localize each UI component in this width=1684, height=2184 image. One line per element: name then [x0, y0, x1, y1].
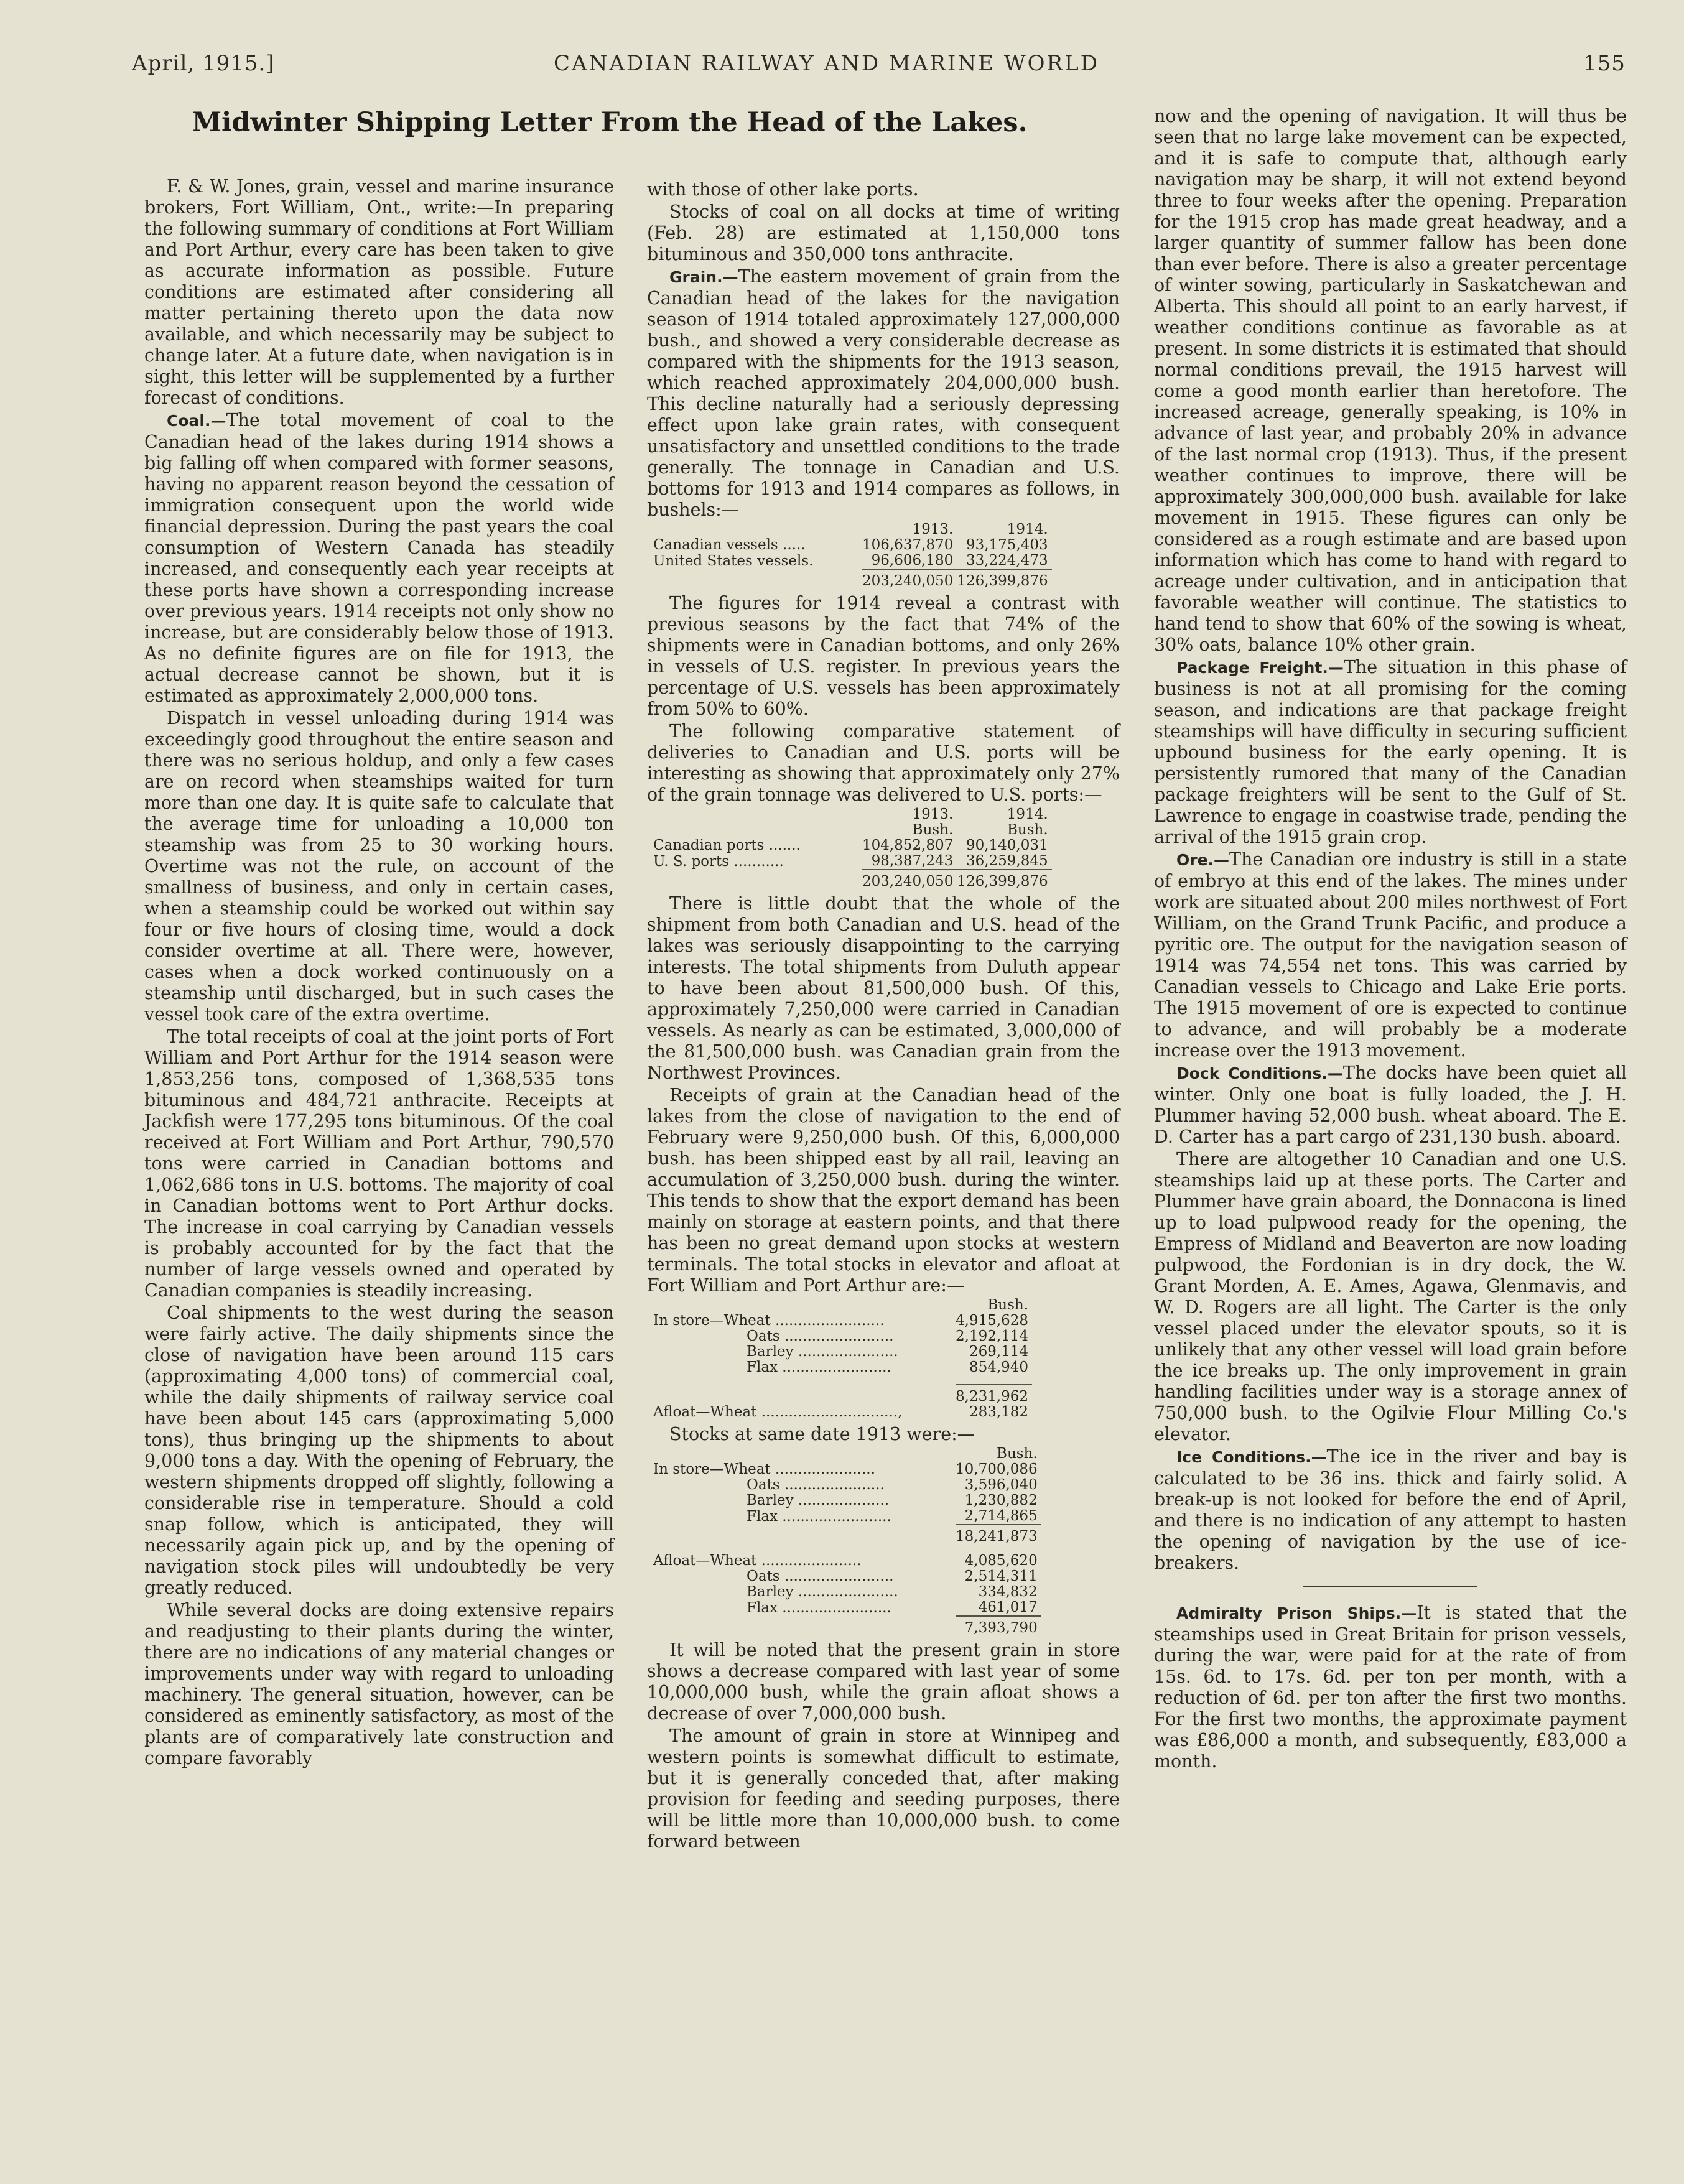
tonnage-table [653, 522, 1052, 589]
grain-heading: Grain.— [669, 268, 738, 286]
table-row: In store—Wheat ........................ 4,915,628 [653, 1313, 1029, 1329]
journal-title: CANADIAN RAILWAY AND MARINE WORLD [554, 51, 1099, 76]
table-row: Oats ........................ 2,192,114 [747, 1328, 1029, 1344]
intro-paragraph: F. & W. Jones, grain, vessel and marine insurance brokers, Fort William, Ont., write:—In preparing the following summary of conditions at Fort William and Port Arthur, every care has been taken to give as accurate information as possible. Future conditions are estimated after considering all matter pertaining thereto upon the data now available, and which necessarily may be subject to change later. At a future date, when navigation is in sight, this letter will be supplemented by a further forecast of conditions. [144, 176, 614, 408]
table-total-row: 203,240,050 126,399,876 [653, 870, 1052, 890]
grain-paragraph-4: There is little doubt that the whole of the shipment from both Canadian and U.S. head of the lakes was seriously disappointing to the carrying interests. The total shipments from Duluth appear to have been about 81,500,000 bush. Of this, approximately 7,250,000 were carried in Canadian vessels. As nearly as can be estimated, 3,000,000 of the 81,500,000 bush. was Canadian grain from the Northwest Provinces. [647, 893, 1120, 1083]
coal-heading: Coal.— [167, 412, 226, 430]
column-3-continuation: now and the opening of navigation. It will thus be seen that no large lake movement can be expected, and it is safe to compute that, although early navigation may be sharp, it will not extend beyond three to four weeks after the opening. Preparation for the 1915 crop has made great headway, and a larger quantity of summer fallow has been done than ever before. There is also a greater percentage of winter sowing, particularly in Saskatchewan and Alberta. This should all point to an early harvest, if weather conditions continue as favorable as at present. In some districts it is estimated that should normal conditions prevail, the 1915 harvest will come a good month earlier than heretofore. The increased acreage, generally speaking, is 10% in advance of last year, and probably 20% in advance of the last normal crop (1913). Thus, if the present weather continues to improve, there will be approximately 300,000,000 bush. available for lake movement in 1915. These figures can only be considered as a rough estimate and are based upon information which has come to hand with regard to acreage under cultivation, and in anticipation that favorable weather will continue. The statistics to hand tend to show that 60% of the sowing is wheat, 30% oats, balance 10% other grain. [1154, 106, 1627, 655]
table-row: Canadian ports ....... 104,852,807 90,140,031 [653, 837, 1048, 853]
coal-text-1: The total movement of coal to the Canadian head of the lakes during 1914 shows a big falling off when compared with former seasons, having no apparent reason beyond the cessation of immigration consequent upon the world wide financial depression. During the past years the coal consumption of Western Canada has steadily increased, and consequently each year receipts at these ports have shown a corresponding increase over previous years. 1914 receipts not only show no increase, but are considerably below those of 1913. As no definite figures are on file for 1913, the actual decrease cannot be shown, but it is estimated as approximately 2,000,000 tons. [144, 410, 614, 706]
table-row: Oats ...................... 3,596,040 [747, 1477, 1038, 1493]
table-row: United States vessels. 96,606,180 33,224,473 [653, 552, 1048, 569]
table-row: Flax ........................ 461,017 [747, 1599, 1038, 1616]
table-row: Afloat—Wheat ...................... 4,085,620 [653, 1553, 1038, 1569]
table-row: Oats ........................ 2,514,311 [747, 1568, 1038, 1584]
page-number: 155 [1583, 51, 1626, 76]
ore-heading: Ore.— [1176, 851, 1230, 869]
grain-paragraph-3: The following comparative statement of deliveries to Canadian and U.S. ports will be interesting as showing that approximately only 27% of the grain tonnage was delivered to U.S. ports:— [647, 721, 1120, 805]
grain-paragraph-6: It will be noted that the present grain in store shows a decrease compared with last year of some 10,000,000 bush, while the grain afloat shows a decrease of over 7,000,000 bush. [647, 1640, 1120, 1724]
table-header-row: 1913. 1914. [912, 806, 1048, 822]
grain-text-1: The eastern movement of grain from the Canadian head of the lakes for the navigation season of 1914 totaled approximately 127,000,000 bush., and showed a very considerable decrease as compared with the shipments for the 1913 season, which reached approximately 204,000,000 bush. This decline naturally had a seriously depressing effect upon lake grain rates, with consequent unsatisfactory and unsettled conditions to the trade generally. The tonnage in Canadian and U.S. bottoms for 1913 and 1914 compares as follows, in bushels:— [647, 266, 1120, 520]
column-3 [1154, 106, 1627, 1773]
table-subheader-row: Bush. Bush. [912, 822, 1048, 838]
ice-conditions-heading: Ice Conditions.— [1176, 1448, 1327, 1466]
dock-conditions-paragraph-2: There are altogether 10 Canadian and one U.S. steamships laid up at these ports. The Carter and Plummer have grain aboard, the Donnacona is lined up to load pulpwood ready for the opening, the Empress of Midland and Beaverton are now loading pulpwood, the Fordonian is in dry dock, the W. Grant Morden, A. E. Ames, Agawa, Glenmavis, and W. D. Rogers are all light. The Carter is the only vessel placed under the elevator spouts, so it is unlikely that any other vessel will load grain before the ice breaks up. The only improvement in grain handling facilities under way is a storage annex of 750,000 bush. to the Ogilvie Flour Milling Co.'s elevator. [1154, 1149, 1627, 1444]
table-row: Flax ........................ 854,940 [747, 1359, 1029, 1375]
deliveries-table [653, 807, 1052, 890]
section-divider [1303, 1586, 1477, 1587]
grain-paragraph-5: Receipts of grain at the Canadian head of the lakes from the close of navigation to the end of February were 9,250,000 bush. Of this, 6,000,000 bush. has been shipped east by all rail, leaving an accumulation of 3,250,000 bush. during the winter. This tends to show that the export demand has been mainly on storage at eastern points, and that there has been no great demand upon stocks at western terminals. The total stocks in elevator and afloat at Fort William and Port Arthur are:— [647, 1085, 1120, 1296]
table-total-row: 8,231,962 [653, 1385, 1032, 1405]
stocks-1915-table: Bush. In store—Wheat ........................ 4,915,628 Oats ........................ 2,192,114 Barley ...................... 269,114 Flax ........................ 854,940 8,231,962 Afloat—Wheat .............................., 283,182 [653, 1298, 1032, 1420]
column-2 [647, 179, 1120, 1854]
column-1 [144, 176, 614, 1770]
coal-paragraph-3: The total receipts of coal at the joint ports of Fort William and Port Arthur for the 1914 season were 1,853,256 tons, composed of 1,368,535 tons bituminous and 484,721 anthracite. Receipts at Jackfish were 177,295 tons bituminous. Of the coal received at Fort William and Port Arthur, 790,570 tons were carried in Canadian bottoms and 1,062,686 tons in U.S. bottoms. The majority of coal in Canadian bottoms went to Port Arthur docks. The increase in coal carrying by Canadian vessels is probably accounted for by the fact that the number of large vessels owned and operated by Canadian companies is steadily increasing. [144, 1026, 614, 1301]
article-title: Midwinter Shipping Letter From the Head of the Lakes. [192, 107, 1028, 138]
stocks-1913-intro: Stocks at same date 1913 were:— [669, 1424, 975, 1444]
coal-paragraph-4: Coal shipments to the west during the season were fairly active. The daily shipments since the close of navigation have been around 115 cars (approximating 4,000 tons) of commercial coal, while the daily shipments of railway service coal have been about 145 cars (approximating 5,000 tons), thus bringing up the shipments to about 9,000 tons a day. With the opening of February, the western shipments dropped off slightly, following a considerable rise in temperature. Should a cold snap follow, which is anticipated, they will necessarily again pick up, and by the opening of navigation stock piles will undoubtedly be very greatly reduced. [144, 1303, 614, 1598]
table-row: In store—Wheat ...................... 10,700,086 [653, 1461, 1038, 1477]
grain-paragraph-7: The amount of grain in store at Winnipeg and western points is somewhat difficult to estimate, but it is generally conceded that, after making provision for feeding and seeding purposes, there will be little more than 10,000,000 bush. to come forward between [647, 1726, 1120, 1852]
dock-conditions-paragraph-1: Dock Conditions.—The docks have been quiet all winter. Only one boat is fully loaded, the J. H. Plummer having 52,000 bush. wheat aboard. The E. D. Carter has a part cargo of 231,130 bush. aboard. [1154, 1062, 1627, 1147]
header-1913: 1913. [912, 521, 954, 537]
coal-paragraph-2: Dispatch in vessel unloading during 1914 was exceedingly good throughout the entire season and there was no serious holdup, and only a few cases are on record when steamships waited for turn more than one day. It is quite safe to calculate that the average time for unloading a 10,000 ton steamship was from 25 to 30 working hours. Overtime was not the rule, on account of the smallness of business, and only in certain cases, when a steamship could be worked out within say four or five hours of closing time, would a dock consider overtime at all. There were, however, cases when a dock worked continuously on a steamship until discharged, but in such cases the vessel took care of the extra overtime. [144, 708, 614, 1025]
grain-paragraph-2: The figures for 1914 reveal a contrast with previous seasons by the fact that 74% of the shipments were in Canadian bottoms, and only 26% in vessels of U.S. register. In previous years the percentage of U.S. vessels has been approximately from 50% to 60%. [647, 593, 1120, 719]
table-row: Canadian vessels ..... 106,637,870 93,175,403 [653, 537, 1048, 553]
table-header-row [653, 522, 1052, 537]
table-row: Barley .................... 1,230,882 [747, 1492, 1038, 1508]
admiralty-prison-ships-paragraph: Admiralty Prison Ships.—It is stated that the steamships used in Great Britain for prison vessels, during the war, were paid for at the rate of from 15s. 6d. to 17s. 6d. per ton per month, with a reduction of 6d. per ton after the first two months. For the first two months, the approximate payment was £86,000 a month, and subsequently, £83,000 a month. [1154, 1602, 1627, 1772]
package-freight-paragraph: Package Freight.—The situation in this phase of business is not at all promising for the coming season, and indications are that package freight steamships will have difficulty in securing sufficient upbound business for the early opening. It is persistently rumored that many of the Canadian package freighters will be sent to the Gulf of St. Lawrence to engage in coastwise trade, pending the arrival of the 1915 grain crop. [1154, 657, 1627, 847]
table-row: Flax ........................ 2,714,865 [747, 1508, 1038, 1525]
table-row: Barley ...................... 269,114 [747, 1344, 1029, 1360]
column-2-continuation: with those of other lake ports. [647, 179, 919, 200]
stocks-1913-table: Bush. In store—Wheat ...................... 10,700,086 Oats ...................... 3,596,040 Barley .................... 1,230,882 Flax ........................ 2,714,865 18,241,873 Afloat—Wheat ...................... 4,085,620 Oats ........................ 2,514,311 Barley ...................... 334,832 Flax ........................ 461,017 7,393,790 [653, 1446, 1041, 1636]
admiralty-heading: Admiralty Prison Ships.— [1176, 1604, 1417, 1622]
coal-paragraph-1 [144, 410, 614, 707]
table-row: U. S. ports ........... 98,387,243 36,259,845 [653, 853, 1048, 870]
table-total-row: 203,240,050 126,399,876 [653, 569, 1052, 589]
package-freight-heading: Package Freight.— [1176, 659, 1344, 677]
table-row: Afloat—Wheat .............................., 283,182 [653, 1404, 1029, 1420]
grain-paragraph-1 [647, 266, 1120, 521]
dock-conditions-heading: Dock Conditions.— [1176, 1064, 1343, 1082]
issue-date: April, 1915.] [132, 51, 275, 76]
coal-stocks-paragraph: Stocks of coal on all docks at time of writing (Feb. 28) are estimated at 1,150,000 tons bituminous and 350,000 tons anthracite. [647, 202, 1120, 264]
table-row: Barley ...................... 334,832 [747, 1584, 1038, 1600]
table-total-row: 7,393,790 [653, 1616, 1041, 1636]
table-total-row: 18,241,873 [653, 1525, 1041, 1545]
header-1914: 1914. [1007, 521, 1048, 537]
ore-paragraph: Ore.—The Canadian ore industry is still in a state of embryo at this end of the lakes. The mines under work are situated about 200 miles northwest of Fort William, on the Grand Trunk Pacific, and produce a pyritic ore. The output for the navigation season of 1914 was 74,554 net tons. This was carried by Canadian vessels to Chicago and Lake Erie ports. The 1915 movement of ore is expected to continue to advance, and will probably be a moderate increase over the 1913 movement. [1154, 849, 1627, 1061]
ice-conditions-paragraph: Ice Conditions.—The ice in the river and bay is calculated to be 36 ins. thick and fairly solid. A break-up is not looked for before the end of April, and there is no indication of any attempt to hasten the opening of navigation by the use of ice-breakers. [1154, 1446, 1627, 1573]
coal-paragraph-5: While several docks are doing extensive repairs and readjusting to their plants during the winter, there are no indications of any material changes or improvements under way with regard to unloading machinery. The general situation, however, can be considered as eminently satisfactory, as most of the plants are of comparatively late construction and compare favorably [144, 1600, 614, 1768]
